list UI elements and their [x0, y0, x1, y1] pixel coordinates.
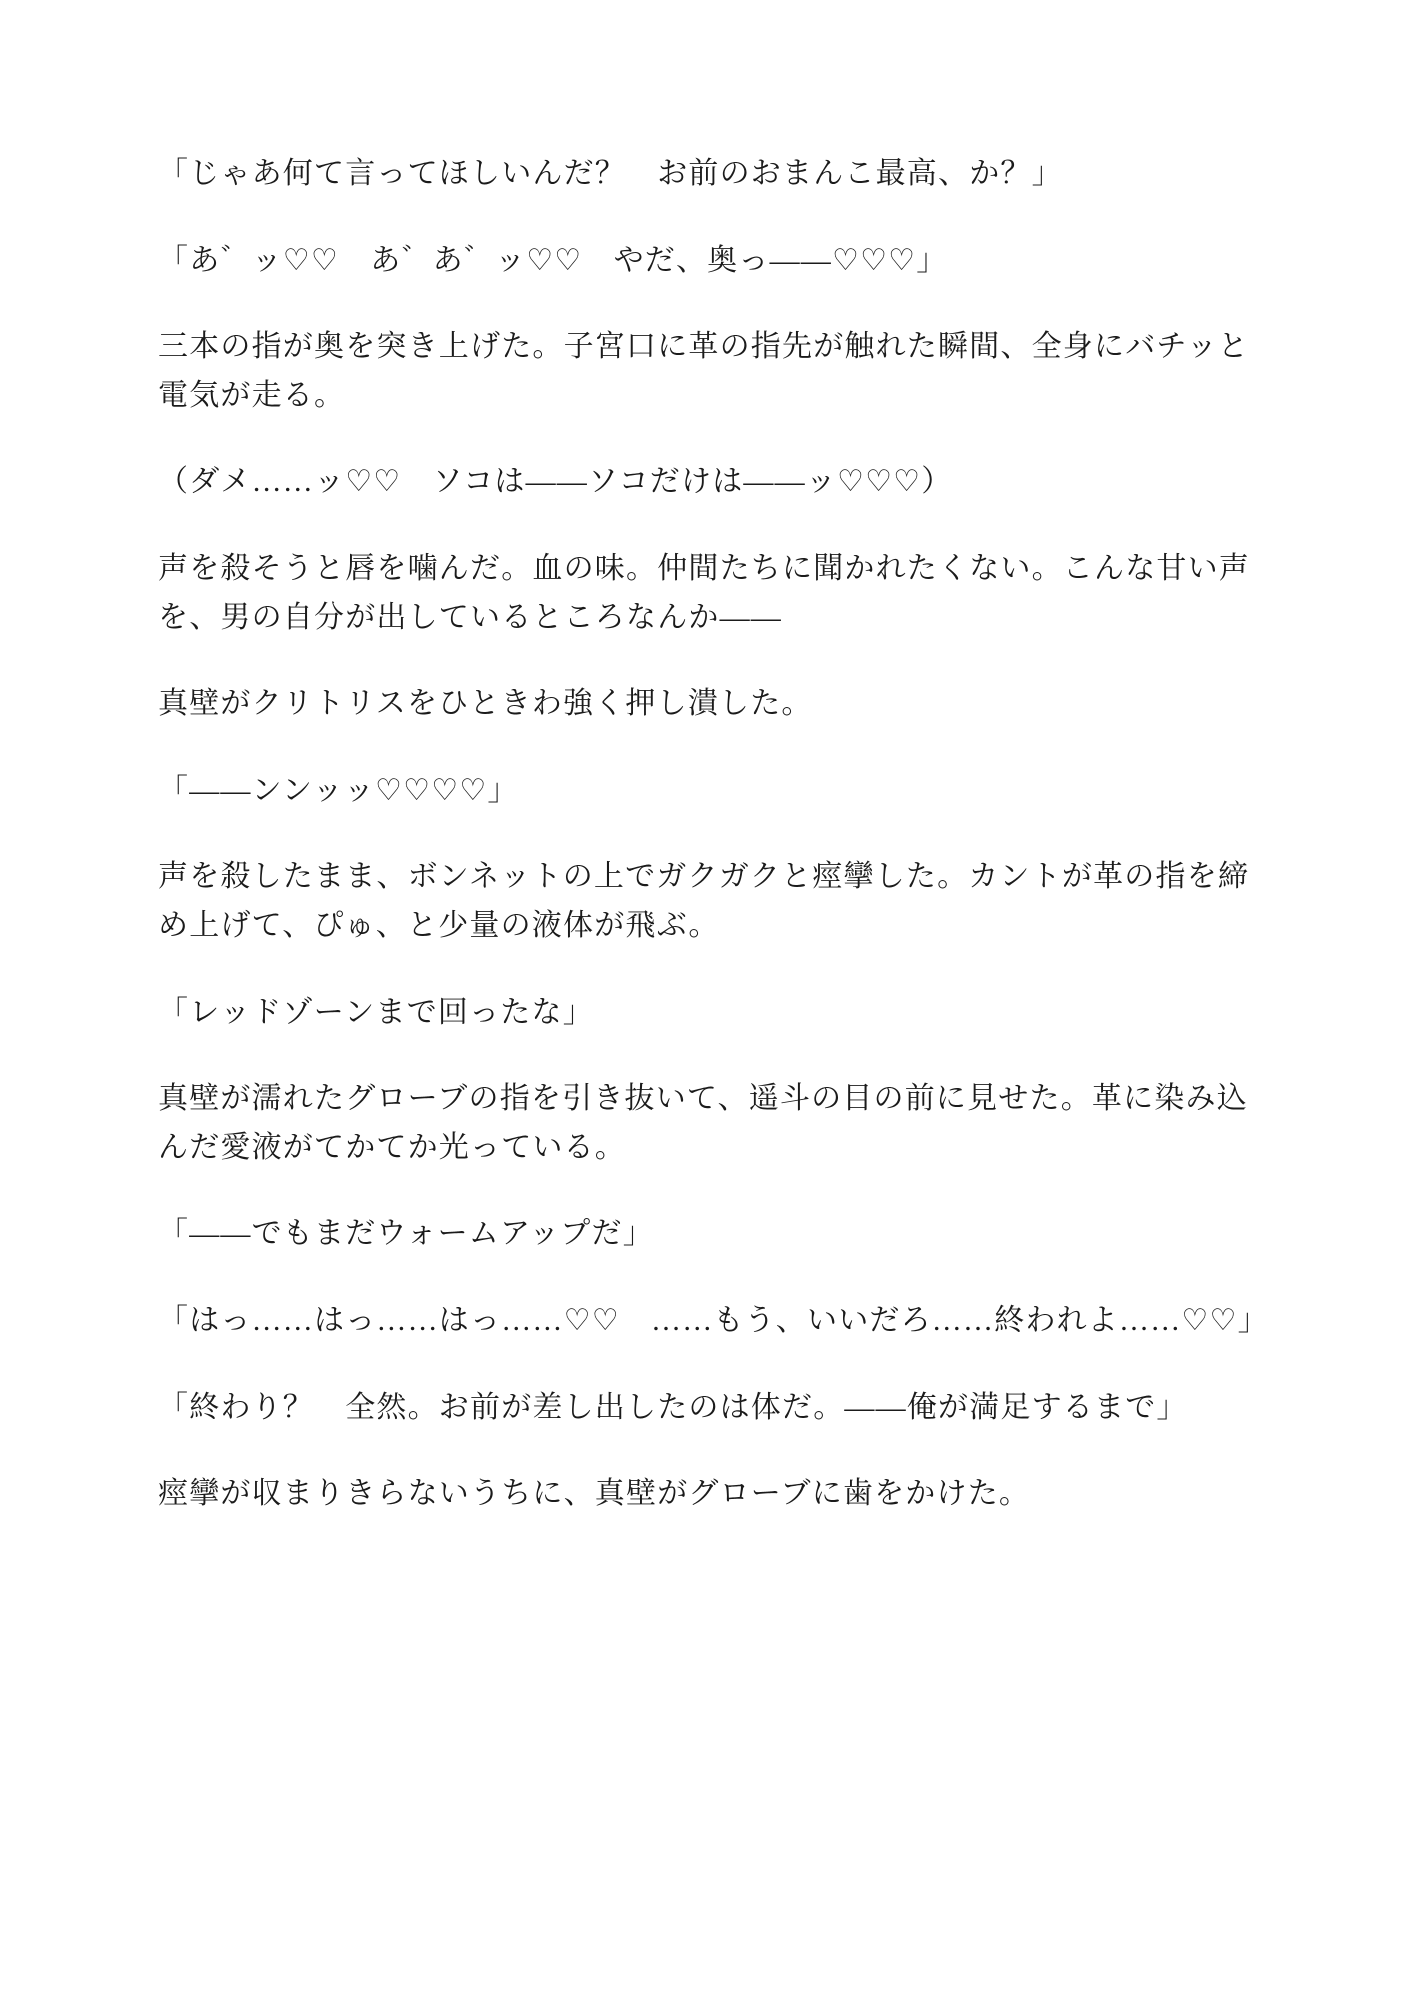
- paragraph: 「——ンンッッ♡♡♡♡」: [158, 773, 519, 807]
- paragraph: 「あ゛ッ♡♡ あ゛あ゛ッ♡♡ やだ、奥っ——♡♡♡」: [158, 243, 948, 277]
- paragraph: 痙攣が収まりきらないうちに、真壁がグローブに歯をかけた。: [158, 1477, 1031, 1511]
- paragraph: 三本の指が奥を突き上げた。子宮口に革の指先が触れた瞬間、全身にバチッと電気が走る。: [158, 330, 1250, 412]
- text-column: [158, 150, 1269, 1519]
- paragraph: 声を殺したまま、ボンネットの上でガクガクと痙攣した。カントが革の指を締め上げて、ぴゅ、と少量の液体が飛ぶ。: [158, 860, 1250, 942]
- paragraph: 「終わり？ 全然。お前が差し出したのは体だ。——俺が満足するまで」: [158, 1390, 1188, 1424]
- paragraph: 真壁が濡れたグローブの指を引き抜いて、遥斗の目の前に見せた。革に染み込んだ愛液がてかてか光っている。: [158, 1082, 1248, 1164]
- paragraph: 「——でもまだウォームアップだ」: [158, 1217, 654, 1251]
- paragraph: 「じゃあ何て言ってほしいんだ？ お前のおまんこ最高、か？」: [158, 157, 1063, 190]
- paragraph: 「レッドゾーンまで回ったな」: [158, 995, 594, 1029]
- paragraph: 真壁がクリトリスをひときわ強く押し潰した。: [158, 687, 813, 721]
- paragraph: 「はっ……はっ……はっ……♡♡ ……もう、いいだろ……終われよ……♡♡」: [158, 1303, 1269, 1337]
- paragraph: 声を殺そうと唇を噛んだ。血の味。仲間たちに聞かれたくない。こんな甘い声を、男の自分が出しているところなんか——: [158, 551, 1250, 634]
- paragraph: （ダメ……ッ♡♡ ソコは——ソコだけは——ッ♡♡♡）: [158, 465, 953, 499]
